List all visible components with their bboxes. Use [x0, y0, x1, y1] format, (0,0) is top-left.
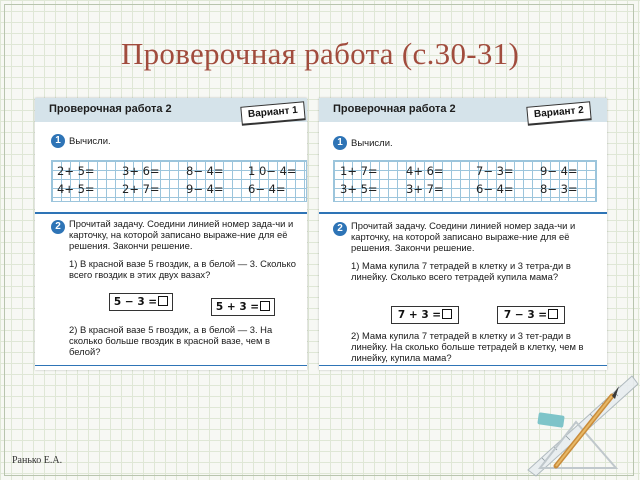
worksheet-title: Проверочная работа 2	[49, 103, 172, 115]
problem-2: 2) Мама купила 7 тетрадей в клетку и 3 тет-ради в линейку. На сколько больше тетрадей в клетку, чем в линейку, купила мама?	[351, 330, 584, 364]
author-credit: Ранько Е.А.	[12, 455, 63, 466]
task-instruction: Вычисли.	[69, 136, 111, 147]
page-bottom-line	[35, 365, 307, 366]
task-number-badge: 1	[333, 136, 347, 150]
task-number-badge: 1	[51, 134, 65, 148]
exercise: 1 0− 4=	[248, 164, 297, 178]
exercise: 4+ 6=	[406, 164, 444, 178]
exercise: 3+ 6=	[122, 164, 160, 178]
expression-text: 7 − 3 =	[503, 309, 548, 321]
answer-box[interactable]	[548, 309, 558, 319]
exercise: 3+ 7=	[406, 182, 444, 196]
exercise: 7− 3=	[476, 164, 514, 178]
problem-2: 2) В красной вазе 5 гвоздик, а в белой — 3. На сколько больше гвоздик в красной вазе, чем в белой?	[69, 324, 273, 358]
expression-card[interactable]	[211, 298, 275, 316]
exercise: 4+ 5=	[57, 182, 95, 196]
exercise: 8− 4=	[186, 164, 224, 178]
exercise: 6− 4=	[248, 182, 286, 196]
section-divider	[35, 212, 307, 214]
expression-card[interactable]	[391, 306, 459, 324]
exercise: 1+ 7=	[340, 164, 378, 178]
exercise: 2+ 5=	[57, 164, 95, 178]
task-intro: Прочитай задачу. Соедини линией номер зада-чи и карточку, на которой записано выраже-ние для её решения. Закончи решение.	[69, 218, 294, 252]
problem-1: 1) В красной вазе 5 гвоздик, а в белой — 3. Сколько всего гвоздик в этих двух вазах?	[69, 258, 296, 281]
section-divider	[319, 212, 607, 214]
expression-text: 7 + 3 =	[397, 309, 442, 321]
problem-1: 1) Мама купила 7 тетрадей в клетку и 3 тетра-ди в линейку. Сколько всего тетрадей купила мама?	[351, 260, 571, 283]
task-intro: Прочитай задачу. Соедини линией номер зада-чи и карточку, на которой записано выраже-ние для её решения. Закончи решение.	[351, 220, 576, 254]
exercise: 9− 4=	[540, 164, 578, 178]
ruler-pencil-icon	[520, 366, 640, 480]
stationery-decoration	[520, 366, 640, 480]
worksheet-page-variant-2	[319, 98, 607, 370]
task-number-badge: 2	[51, 220, 65, 234]
expression-card[interactable]	[109, 293, 173, 311]
exercise-grid	[51, 160, 307, 202]
expression-text: 5 + 3 =	[215, 301, 260, 313]
variant-label: Вариант 2	[526, 101, 591, 126]
exercise: 8− 3=	[540, 182, 578, 196]
worksheet-page-variant-1	[35, 98, 307, 370]
exercise: 2+ 7=	[122, 182, 160, 196]
task-number-badge: 2	[333, 222, 347, 236]
answer-box[interactable]	[442, 309, 452, 319]
expression-text: 5 − 3 =	[113, 296, 158, 308]
exercise: 3+ 5=	[340, 182, 378, 196]
variant-label: Вариант 1	[240, 101, 305, 126]
exercise: 9− 4=	[186, 182, 224, 196]
exercise-grid	[333, 160, 597, 202]
expression-card[interactable]	[497, 306, 565, 324]
task-instruction: Вычисли.	[351, 138, 393, 149]
answer-box[interactable]	[260, 301, 270, 311]
exercise: 6− 4=	[476, 182, 514, 196]
worksheet-title: Проверочная работа 2	[333, 103, 456, 115]
slide-title: Проверочная работа (с.30-31)	[120, 36, 520, 71]
answer-box[interactable]	[158, 296, 168, 306]
